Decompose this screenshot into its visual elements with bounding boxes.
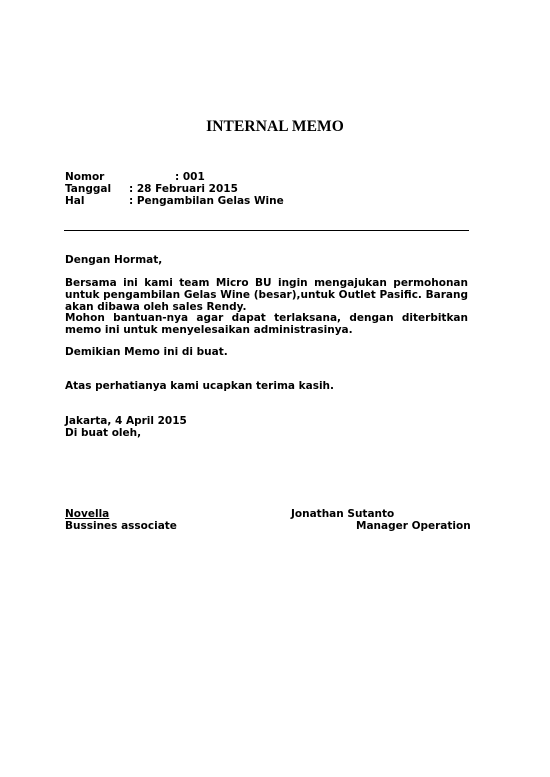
paragraph-request: Bersama ini kami team Micro BU ingin mengajukan permohonan untuk pengambilan Gelas Wine (besar),untuk Outlet Pasific. Barang akan dibawa oleh sales Rendy. <box>65 277 468 313</box>
made-by-label: Di buat oleh, <box>65 427 142 439</box>
meta-key: Hal <box>65 195 85 207</box>
thanks-statement: Atas perhatianya kami ucapkan terima kasih. <box>65 380 335 392</box>
separator-line <box>64 230 469 231</box>
place-date: Jakarta, 4 April 2015 <box>65 415 187 427</box>
signatory-role-1: Bussines associate <box>65 520 177 532</box>
signatory-name-1: Novella <box>65 508 110 520</box>
meta-value: : Pengambilan Gelas Wine <box>129 195 284 207</box>
salutation: Dengan Hormat, <box>65 254 163 266</box>
signatory-name-2: Jonathan Sutanto <box>291 508 395 520</box>
meta-value: : 28 Februari 2015 <box>129 183 238 195</box>
meta-key: Tanggal <box>65 183 112 195</box>
closing-statement: Demikian Memo ini di buat. <box>65 346 228 358</box>
signatory-role-2: Manager Operation <box>356 520 471 532</box>
paragraph-assistance: Mohon bantuan-nya agar dapat terlaksana, dengan diterbitkan memo ini untuk menyelesaikan administrasinya. <box>65 312 468 336</box>
meta-value: : 001 <box>175 171 205 183</box>
memo-title: INTERNAL MEMO <box>206 118 344 135</box>
meta-key: Nomor <box>65 171 105 183</box>
